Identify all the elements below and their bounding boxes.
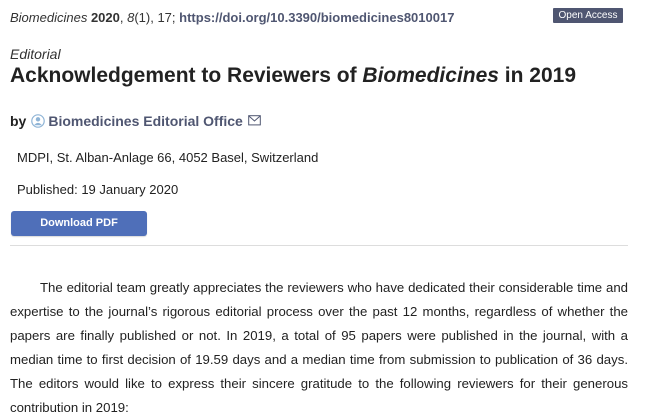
author-affiliation: MDPI, St. Alban-Anlage 66, 4052 Basel, Switzerland [17,150,319,165]
article-type: Editorial [10,46,61,62]
citation-volume: 8 [127,10,135,25]
by-label: by [10,113,27,129]
citation-line: Biomedicines 2020, 8(1), 17; https://doi.org/10.3390/biomedicines8010017 [10,10,455,25]
citation-year: 2020 [90,10,120,25]
author-link[interactable]: Biomedicines Editorial Office [48,113,243,129]
article-title [10,64,576,88]
author-avatar-icon[interactable] [31,114,45,128]
title-journal: Biomedicines [362,64,499,87]
citation-issue-pages: (1), 17; [134,10,176,25]
title-suffix: in 2019 [498,64,577,87]
download-pdf-button[interactable]: Download PDF [11,211,147,236]
section-divider [10,245,628,246]
open-access-badge[interactable]: Open Access [553,8,623,23]
title-prefix: Acknowledgement to Reviewers of [10,64,363,87]
doi-link[interactable]: https://doi.org/10.3390/biomedicines8010017 [179,10,455,25]
body-paragraph: The editorial team greatly appreciates the reviewers who have dedicated their considerable time and expertise to the journal’s rigorous editorial process over the past 12 months, regardless of whether the papers are finally published or not. In 2019, a total of 95 papers were published in the journal, with a median time to first decision of 19.59 days and a median time from submission to publication of 36 days. The editors would like to express their sincere gratitude to the following reviewers for their generous contribution in 2019: [10,280,628,415]
citation-journal: Biomedicines [10,10,88,25]
envelope-icon[interactable] [248,113,261,124]
byline [10,113,261,129]
publication-date: Published: 19 January 2020 [17,182,179,197]
